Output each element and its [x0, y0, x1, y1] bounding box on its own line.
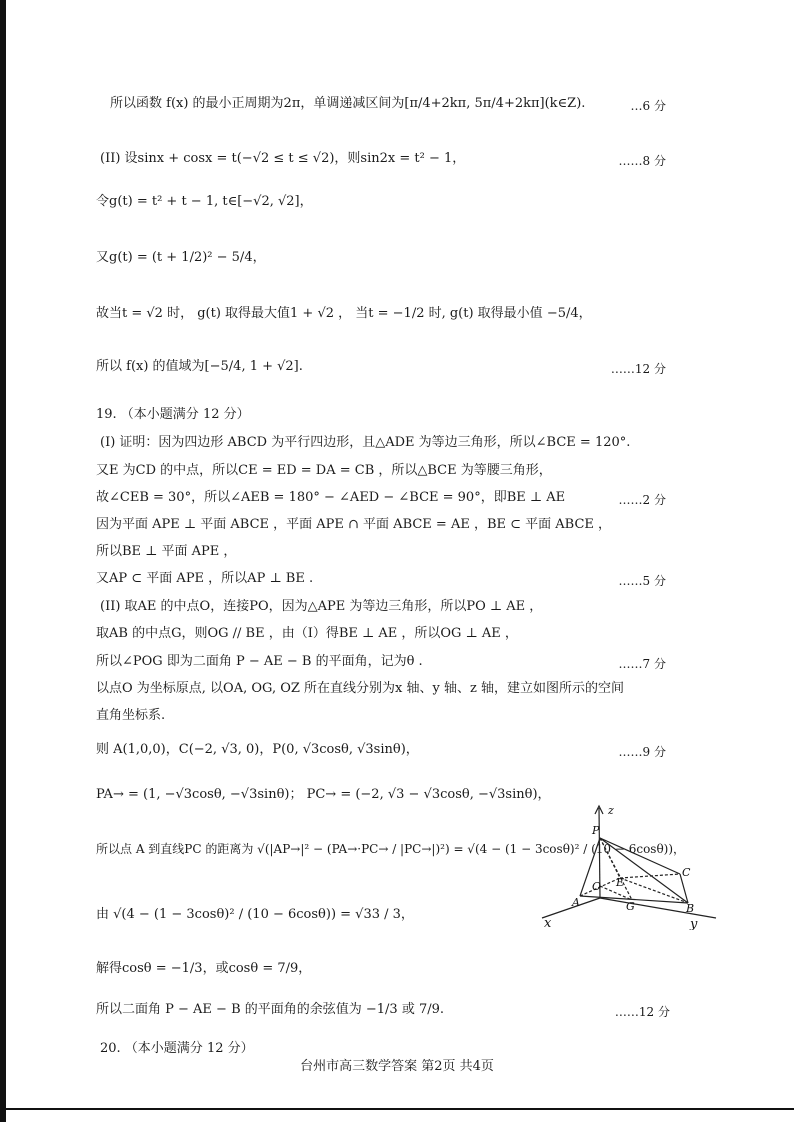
text-line: 由 √(4 − (1 − 3cosθ)² / (10 − 6cosθ)) = √33 / 3，: [96, 907, 414, 922]
text-line: 所以函数 f(x) 的最小正周期为2π，单调递减区间为[π/4+2kπ, 5π/4+2kπ](k∈Z).: [110, 96, 586, 111]
label-x: x: [544, 916, 552, 930]
score-mark: ……2 分: [618, 493, 666, 507]
page-footer: 台州市高三数学答案 第2页 共4页: [300, 1059, 494, 1074]
label-y: y: [690, 917, 698, 930]
label-p: P: [592, 824, 600, 837]
label-c: C: [682, 866, 691, 879]
section-heading: 20. （本小题满分 12 分）: [100, 1041, 254, 1056]
text-line: 解得cosθ = −1/3，或cosθ = 7/9，: [96, 961, 312, 976]
label-z: z: [608, 804, 614, 817]
label-a: A: [572, 896, 580, 909]
text-line: 所以∠POG 即为二面角 P − AE − B 的平面角，记为θ .: [96, 654, 423, 669]
text-line: (I) 证明：因为四边形 ABCD 为平行四边形，且△ADE 为等边三角形，所以∠BCE = 120°.: [100, 435, 631, 450]
edge-pg: [600, 838, 632, 900]
score-mark: ……9 分: [618, 745, 666, 759]
score-mark: ……8 分: [618, 154, 666, 168]
x-axis-line: [542, 898, 600, 918]
text-line: PA→ = (1, −√3cosθ, −√3sinθ)； PC→ = (−2, √3 − √3cosθ, −√3sinθ)，: [96, 787, 551, 802]
text-line: 直角坐标系.: [96, 708, 166, 723]
text-line: 以点O 为坐标原点, 以OA, OG, OZ 所在直线分别为x 轴、y 轴、z 轴，建立如图所示的空间: [96, 681, 624, 696]
text-line: 所以 f(x) 的值域为[−5/4, 1 + √2].: [96, 359, 303, 374]
label-b: B: [686, 902, 695, 915]
text-line: 又g(t) = (t + 1/2)² − 5/4，: [96, 250, 266, 265]
score-mark: ……12 分: [614, 1005, 670, 1019]
text-line: 取AB 的中点G，则OG // BE ，由（I）得BE ⊥ AE ，所以OG ⊥ AE ，: [96, 626, 518, 641]
text-line: 又AP ⊂ 平面 APE ，所以AP ⊥ BE .: [96, 571, 314, 586]
score-mark: ……12 分: [610, 362, 666, 376]
text-line: 所以二面角 P − AE − B 的平面角的余弦值为 −1/3 或 7/9.: [96, 1002, 445, 1017]
score-mark: ……5 分: [618, 574, 666, 588]
text-line: 又E 为CD 的中点，所以CE = ED = DA = CB ，所以△BCE 为等腰三角形，: [96, 463, 552, 478]
text-line: 故∠CEB = 30°，所以∠AEB = 180° − ∠AED − ∠BCE = 90°，即BE ⊥ AE: [96, 490, 566, 505]
coordinate-figure: [532, 800, 722, 930]
text-line: 所以点 A 到直线PC 的距离为 √(|AP→|² − (PA→·PC→ / |PC→|)²) = √(4 − (1 − 3cosθ)² / (10 − 6cosθ))，: [96, 842, 686, 856]
score-mark: …6 分: [630, 99, 666, 113]
label-o: O: [592, 880, 602, 893]
text-line: 因为平面 APE ⊥ 平面 ABCE ，平面 APE ∩ 平面 ABCE = AE ，BE ⊂ 平面 ABCE ，: [96, 517, 612, 532]
label-e: E: [616, 876, 625, 889]
score-mark: ……7 分: [618, 657, 666, 671]
label-g: G: [626, 900, 635, 913]
section-heading: 19. （本小题满分 12 分）: [96, 407, 250, 422]
edge-pc: [600, 838, 680, 874]
text-line: (II) 取AE 的中点O，连接PO，因为△APE 为等边三角形，所以PO ⊥ AE ，: [100, 599, 543, 614]
text-line: 所以BE ⊥ 平面 APE ，: [96, 544, 237, 559]
text-line: (II) 设sinx + cosx = t(−√2 ≤ t ≤ √2)，则sin2x = t² − 1，: [100, 151, 466, 166]
text-line: 故当t = √2 时， g(t) 取得最大值1 + √2 ， 当t = −1/2 时, g(t) 取得最小值 −5/4，: [96, 306, 592, 321]
edge-pb: [600, 838, 688, 903]
text-line: 令g(t) = t² + t − 1, t∈[−√2, √2]，: [96, 194, 313, 209]
text-line: 则 A(1,0,0)，C(−2, √3, 0)，P(0, √3cosθ, √3sinθ)，: [96, 742, 419, 757]
